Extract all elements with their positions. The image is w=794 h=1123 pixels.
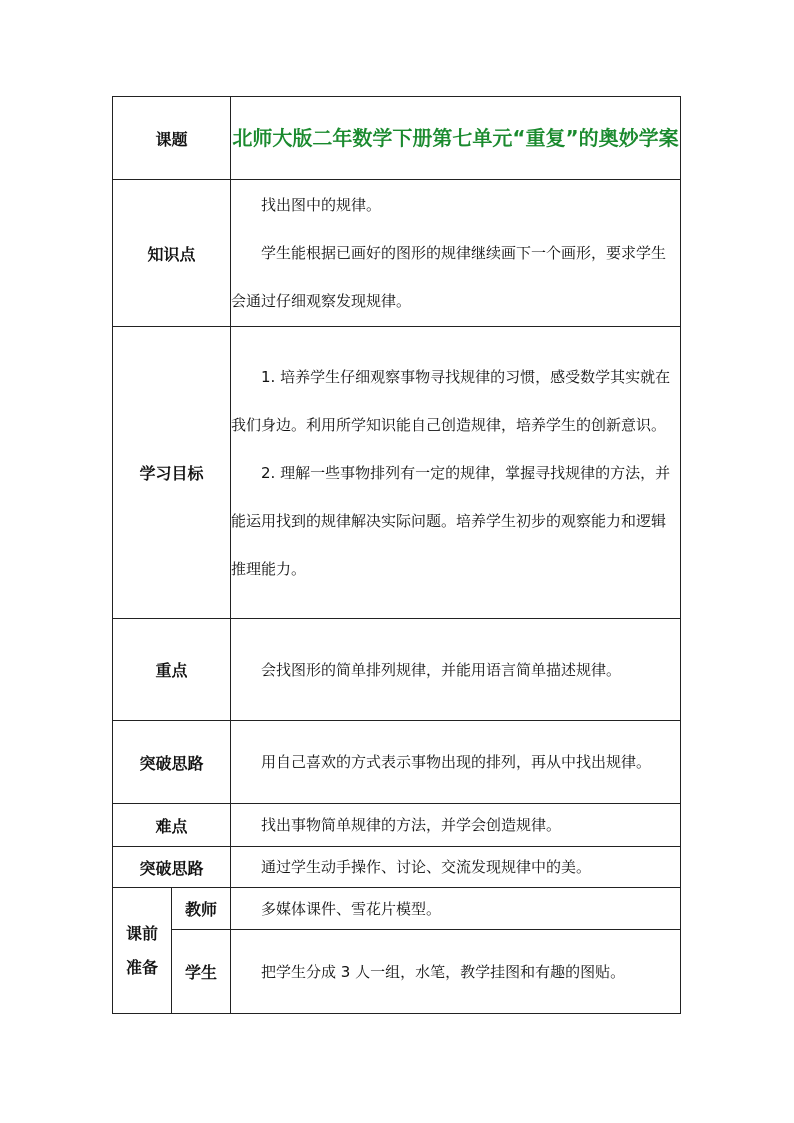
knowledge-content [231,180,681,327]
goals-row [113,327,681,619]
goals-content [231,327,681,619]
prep-teacher-label: 教师 [172,888,231,930]
prep-teacher-content [231,888,681,930]
goals-para-2: 2. 理解一些事物排列有一定的规律，掌握寻找规律的方法，并能运用找到的规律解决实际问题。培养学生初步的观察能力和逻辑推理能力。 [231,463,671,578]
difficulty-text: 找出事物简单规律的方法，并学会创造规律。 [261,816,562,834]
approach2-content [231,847,681,888]
knowledge-label: 知识点 [113,180,231,327]
lesson-plan-table [112,96,681,1014]
approach2-text: 通过学生动手操作、讨论、交流发现规律中的美。 [261,858,592,876]
approach2-label: 突破思路 [113,847,231,888]
approach1-content [231,721,681,804]
approach1-text: 用自己喜欢的方式表示事物出现的排列，再从中找出规律。 [261,753,652,771]
knowledge-row [113,180,681,327]
goals-para-1: 1. 培养学生仔细观察事物寻找规律的习惯，感受数学其实就在我们身边。利用所学知识能自己创造规律，培养学生的创新意识。 [231,367,671,434]
prep-teacher-text: 多媒体课件、雪花片模型。 [261,899,442,918]
knowledge-para-1: 找出图中的规律。 [261,196,382,214]
prep-teacher-row [113,888,681,930]
prep-student-text: 把学生分成 3 人一组，水笔，教学挂图和有趣的图贴。 [261,962,626,981]
prep-student-content [231,930,681,1014]
approach1-row [113,721,681,804]
approach1-label: 突破思路 [113,721,231,804]
knowledge-para-2: 学生能根据已画好的图形的规律继续画下一个画形，要求学生会通过仔细观察发现规律。 [231,244,667,310]
prep-student-row [113,930,681,1014]
key-label: 重点 [113,619,231,721]
goals-label: 学习目标 [113,327,231,619]
lesson-title: 北师大版二年数学下册第七单元“重复”的奥妙学案 [231,97,681,180]
key-content [231,619,681,721]
title-row [113,97,681,180]
approach2-row [113,847,681,888]
key-row [113,619,681,721]
prep-student-label: 学生 [172,930,231,1014]
difficulty-row [113,804,681,847]
difficulty-content [231,804,681,847]
difficulty-label: 难点 [113,804,231,847]
title-label: 课题 [113,97,231,180]
key-text: 会找图形的简单排列规律，并能用语言简单描述规律。 [261,660,622,679]
prep-label: 课前准备 [113,888,172,1014]
